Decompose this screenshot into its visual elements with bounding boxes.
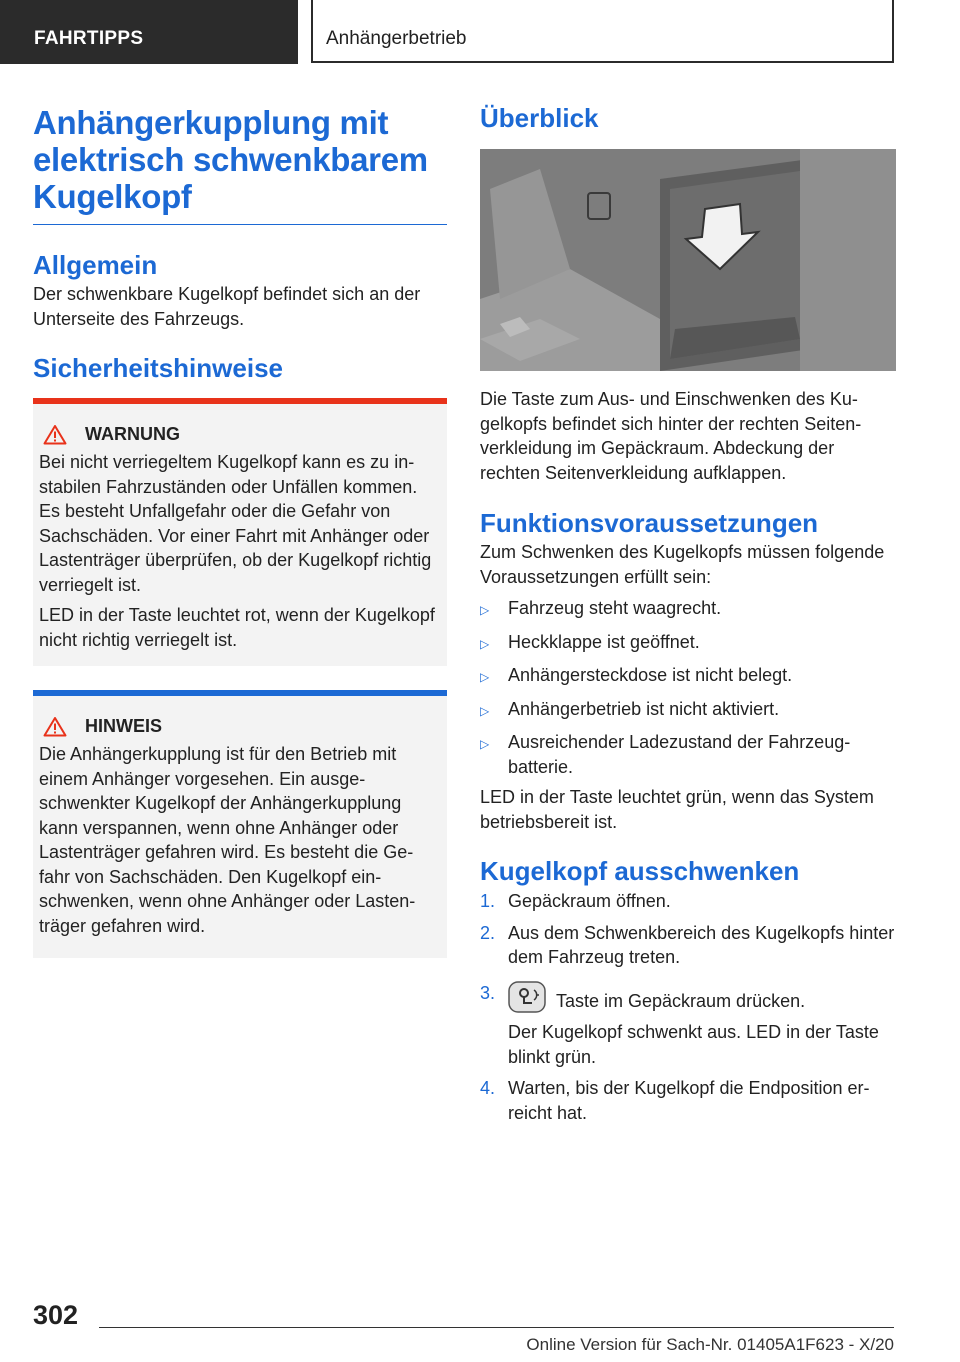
header-chapter-tab: [311, 0, 894, 63]
tow-hitch-button-icon: [508, 981, 546, 1013]
step-number: 3.: [480, 982, 496, 1003]
warning-triangle-icon: [43, 424, 67, 445]
warning-text-2: LED in der Taste leuchtet rot, wenn der Kugelkopf nicht richtig verriegelt ist.: [39, 605, 435, 650]
warning-title: [39, 422, 437, 446]
overview-heading: Überblick: [480, 103, 599, 133]
list-item: [480, 663, 896, 690]
func-outro: LED in der Taste leuchtet grün, wenn das System betriebsbereit ist.: [480, 787, 874, 832]
safety-heading: Sicherheitshinweise: [33, 353, 283, 383]
list-item: [480, 630, 896, 657]
header-section-label: FAHRTIPPS: [34, 28, 144, 49]
step-subtext: Der Kugelkopf schwenkt aus. LED in der Taste blinkt grün.: [508, 1022, 879, 1067]
warning-label: WARNUNG: [85, 424, 180, 444]
title-line-2: elektrisch schwenkbarem: [33, 141, 428, 178]
list-item: [480, 596, 896, 623]
page-number: 302: [33, 1300, 79, 1330]
general-heading: Allgemein: [33, 250, 158, 280]
step-number: 4.: [480, 1078, 496, 1098]
triangle-bullet-icon: ▷: [480, 603, 490, 617]
step-item: [480, 921, 896, 970]
header-chapter-label: Anhängerbetrieb: [326, 28, 467, 49]
note-label: HINWEIS: [85, 716, 163, 736]
func-item-text: Heckklappe ist geöffnet.: [508, 631, 700, 652]
page-title: [33, 100, 447, 215]
note-text: Die Anhängerkupplung ist für den Betrieb mit einem Anhänger vorgesehen. Ein ausgeschwenkter Kugelkopf der Anhängerkupplung kann verspannen, wenn ohne Anhänger oder Lastenträger gefahren wird. Es besteht die Gefahr von Sachschäden. Den Kugelkopf einschwenken, wenn ohne Anhänger oder Lastenträger gefahren wird.: [39, 744, 416, 936]
warning-text-1: Bei nicht verriegeltem Kugelkopf kann es zu instabilen Fahrzuständen oder Unfällen kommen. Es besteht Unfallgefahr oder die Gefahr von Sachschäden. Vor einer Fahrt mit Anhänger oder Lastenträger überprüfen, ob der Kugelkopf richtig verriegelt ist.: [39, 452, 432, 595]
right-column: [480, 100, 896, 1125]
swing-heading: Kugelkopf ausschwenken: [480, 856, 800, 886]
step-item: [480, 1076, 896, 1125]
note-triangle-icon: [43, 716, 67, 737]
func-item-text: Fahrzeug steht waagrecht.: [508, 598, 722, 618]
warning-box: [33, 398, 447, 666]
general-text: Der schwenkbare Kugelkopf befindet sich an der Unterseite des Fahrzeugs.: [33, 284, 421, 329]
overview-text: Die Taste zum Aus- und Einschwenken des Kugelkopfs befindet sich hinter der rechten Seitenverkleidung im Gepäckraum. Abdeckung der rechten Seitenverkleidung aufklappen.: [480, 389, 862, 483]
trunk-side-panel-image: [480, 149, 896, 371]
step-item: [480, 889, 896, 914]
triangle-bullet-icon: ▷: [480, 670, 490, 684]
footer-edition: Online Version für Sach-Nr. 01405A1F623 - X/20: [526, 1335, 894, 1354]
step-text: Warten, bis der Kugelkopf die Endposition erreicht hat.: [508, 1078, 870, 1123]
title-divider: [33, 224, 447, 225]
func-item-text: Ausreichender Ladezustand der Fahrzeugbatterie.: [508, 732, 851, 777]
step-text: Aus dem Schwenkbereich des Kugelkopfs hinter dem Fahrzeug treten.: [508, 922, 895, 967]
title-line-3: Kugelkopf: [33, 178, 192, 215]
header-section-tab: [0, 0, 298, 64]
step-text: Gepäckraum öffnen.: [508, 891, 671, 911]
step-text: Taste im Gepäckraum drücken.: [556, 990, 806, 1011]
func-item-text: Anhängersteckdose ist nicht belegt.: [508, 665, 793, 685]
note-box: [33, 690, 447, 958]
note-title: [39, 714, 437, 738]
title-line-1: Anhängerkupplung mit: [33, 104, 389, 141]
left-column: [33, 100, 447, 958]
step-number: 2.: [480, 922, 496, 943]
triangle-bullet-icon: ▷: [480, 703, 490, 718]
step-number: 1.: [480, 891, 496, 911]
triangle-bullet-icon: ▷: [480, 636, 490, 651]
list-item: [480, 697, 896, 724]
list-item: [480, 730, 896, 779]
func-item-text: Anhängerbetrieb ist nicht aktiviert.: [508, 698, 780, 719]
func-intro: Zum Schwenken des Kugelkopfs müssen folgende Voraussetzungen erfüllt sein:: [480, 542, 885, 587]
step-item: [480, 981, 896, 1070]
func-heading: Funktionsvoraussetzungen: [480, 508, 819, 538]
footer-divider: [99, 1327, 894, 1328]
triangle-bullet-icon: ▷: [480, 737, 490, 751]
